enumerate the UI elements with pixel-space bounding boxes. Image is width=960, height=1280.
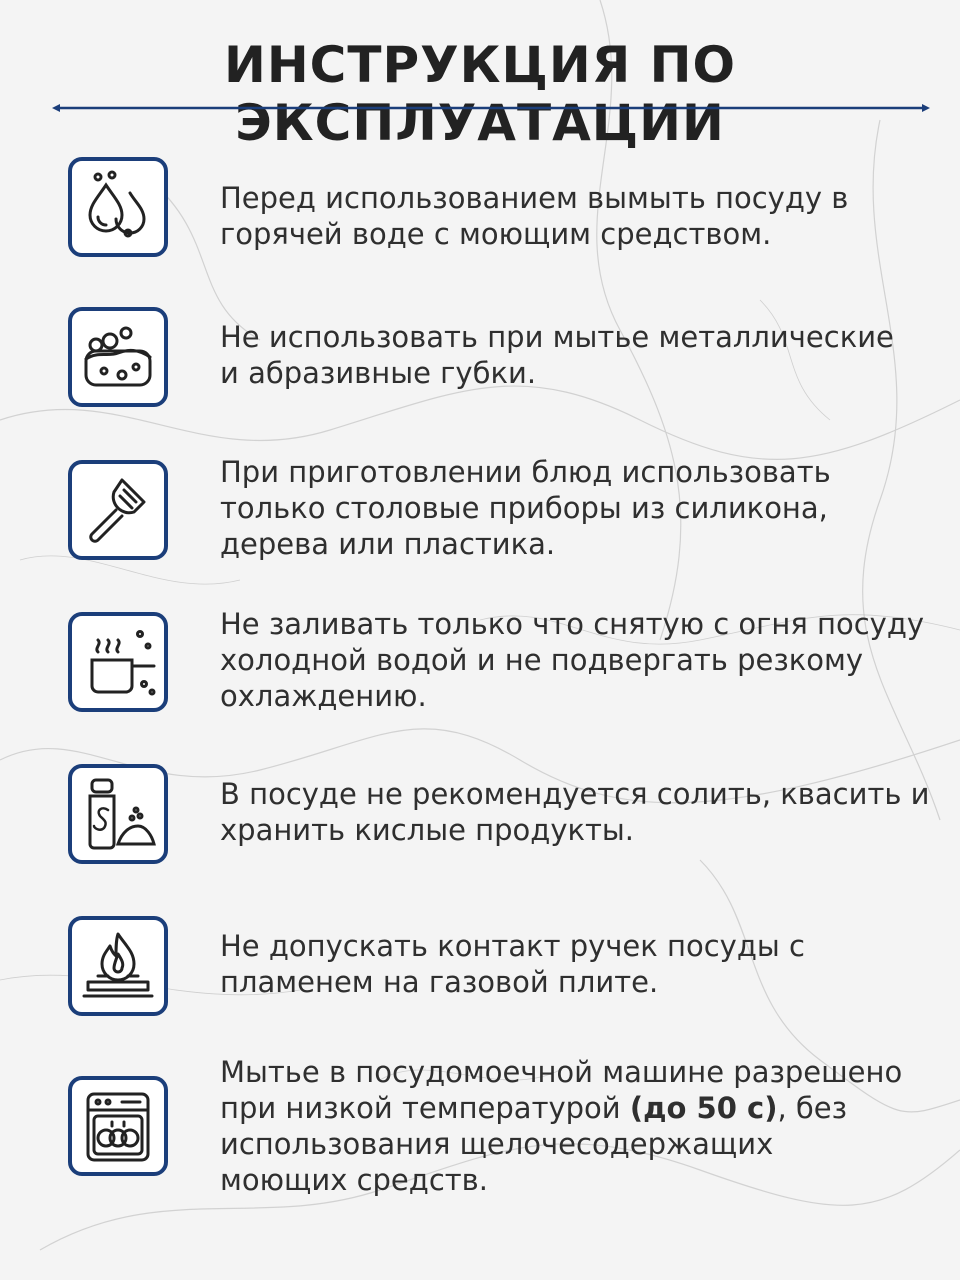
water-drops-icon [78,167,158,247]
instruction-text: Не допускать контакт ручек посуды с пламенем на газовой плите. [220,929,805,999]
gas-flame-icon [78,926,158,1006]
icon-frame [68,460,168,560]
icon-frame [68,916,168,1016]
sponge-icon [78,317,158,397]
dishwasher-icon [78,1086,158,1166]
icon-frame [68,612,168,712]
title-divider [52,100,930,116]
text-part: Мытье в посудомоечной машине разрешено при низкой температурой [220,1055,903,1125]
icon-frame [68,157,168,257]
hot-pan-icon [78,622,158,702]
icon-frame [68,764,168,864]
instruction-text: При приготовлении блюд использовать только столовые приборы из силикона, дерева или пластика. [220,455,831,561]
instruction-text [220,1054,935,1198]
icon-frame [68,307,168,407]
spatula-icon [78,470,158,550]
text-part: , без использования щелочесодержащих моющих средств. [220,1091,848,1197]
instruction-text: Перед использованием вымыть посуду в горячей воде с моющим средством. [220,181,849,251]
instruction-text: В посуде не рекомендуется солить, квасить и хранить кислые продукты. [220,777,930,847]
instruction-text: Не заливать только что снятую с огня посуду холодной водой и не подвергать резкому охлаждению. [220,607,925,713]
instruction-text: Не использовать при мытье металлические и абразивные губки. [220,320,894,390]
temperature-note: (до 50 с) [629,1091,778,1125]
icon-frame [68,1076,168,1176]
page-title: ИНСТРУКЦИЯ ПО ЭКСПЛУАТАЦИИ [223,36,737,152]
salt-shaker-icon [78,774,158,854]
